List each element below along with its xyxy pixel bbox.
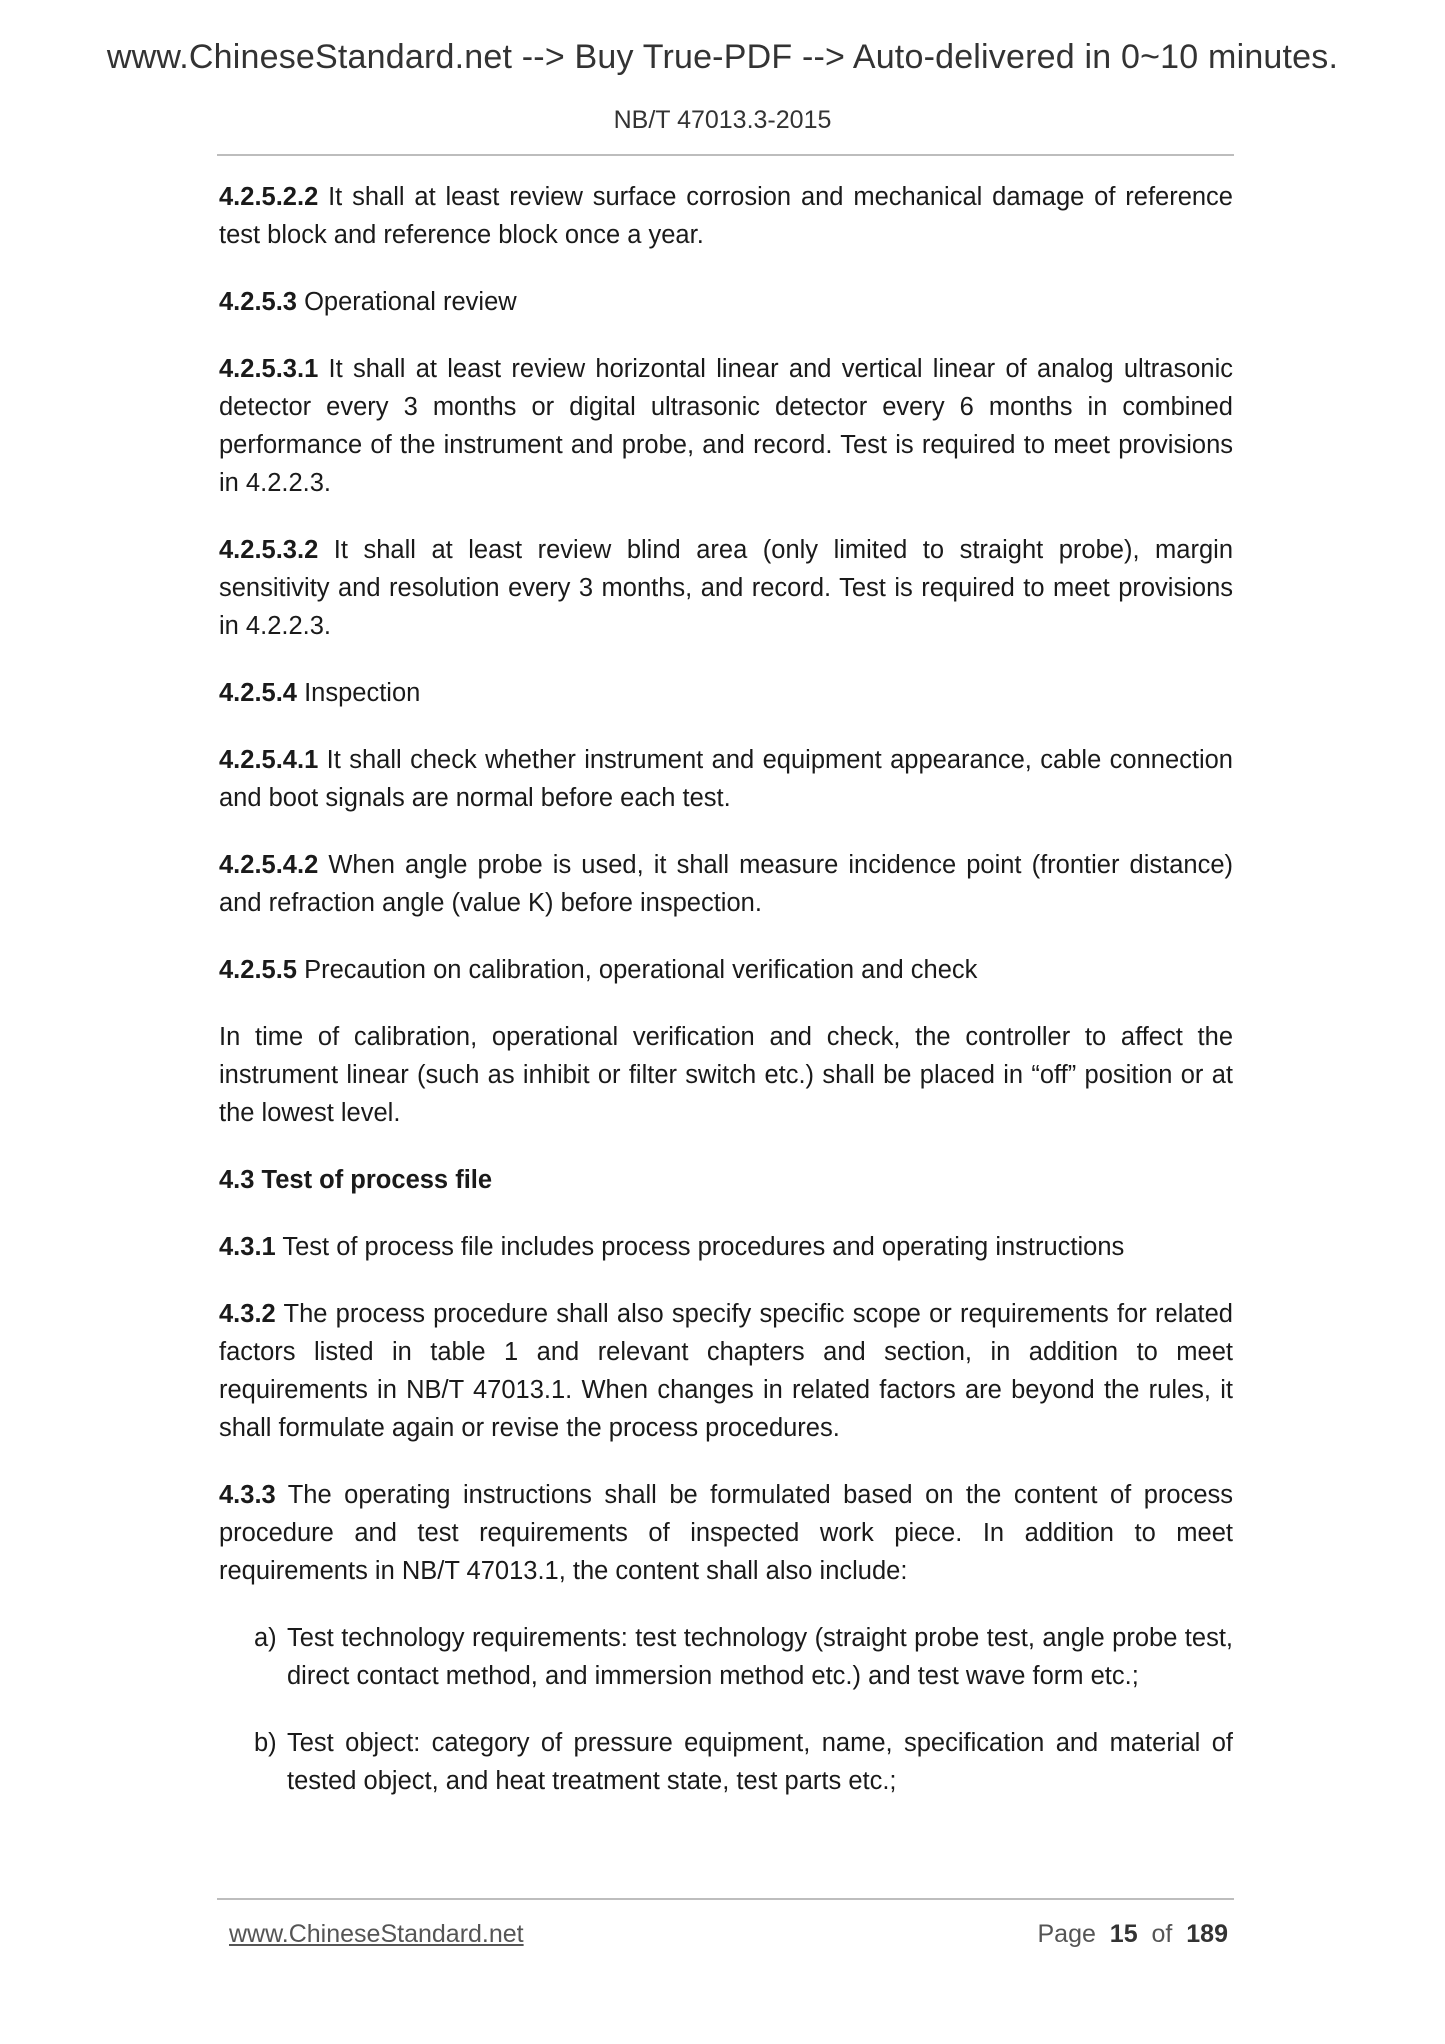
list-marker: a) — [254, 1624, 277, 1652]
clause-number: 4.2.5.4.2 — [219, 851, 319, 879]
paragraph-4-2-5-4 — [219, 674, 1233, 712]
clause-text: It shall check whether instrument and equipment appearance, cable connection and boot signals are normal before each test. — [219, 746, 1233, 812]
page-of: of — [1151, 1920, 1173, 1948]
list-item-text: Test object: category of pressure equipment, name, specification and material of tested object, and heat treatment state, test parts etc.; — [287, 1729, 1233, 1795]
clause-text: When angle probe is used, it shall measure incidence point (frontier distance) and refraction angle (value K) before inspection. — [219, 851, 1233, 917]
clause-number: 4.3.3 — [219, 1481, 276, 1509]
list-marker: b) — [254, 1729, 277, 1757]
paragraph-4-2-5-3-1 — [219, 350, 1233, 502]
clause-text: It shall at least review blind area (only limited to straight probe), margin sensitivity and resolution every 3 months, and record. Test is required to meet provisions in 4.2.2.3. — [219, 536, 1233, 640]
clause-text: It shall at least review horizontal linear and vertical linear of analog ultrasonic detector every 3 months or digital ultrasonic detector every 6 months in combined performance of the instrument and probe, and record. Test is required to meet provisions in 4.2.2.3. — [219, 355, 1233, 497]
footer-site-link[interactable]: www.ChineseStandard.net — [229, 1920, 524, 1948]
paragraph-4-3-1 — [219, 1228, 1233, 1266]
section-heading-4-3 — [219, 1161, 1233, 1199]
clause-number: 4.2.5.3 — [219, 288, 297, 316]
clause-number: 4.3.2 — [219, 1300, 276, 1328]
paragraph-4-3-3 — [219, 1476, 1233, 1590]
paragraph-precaution-body — [219, 1018, 1233, 1132]
paragraph-4-3-2 — [219, 1295, 1233, 1447]
clause-number: 4.2.5.4.1 — [219, 746, 319, 774]
footer-divider — [217, 1898, 1234, 1900]
section-heading-text: 4.3 Test of process file — [219, 1166, 493, 1194]
header-divider — [217, 154, 1234, 156]
paragraph-4-2-5-2-2 — [219, 178, 1233, 254]
page-total: 189 — [1186, 1920, 1228, 1948]
clause-number: 4.2.5.2.2 — [219, 183, 319, 211]
page-body — [219, 178, 1233, 1829]
clause-text: Inspection — [296, 679, 421, 707]
clause-text: The process procedure shall also specify specific scope or requirements for related factors listed in table 1 and relevant chapters and section, in addition to meet requirements in NB/T 47013.1. When changes in related factors are beyond the rules, it shall formulate again or revise the process procedures. — [219, 1300, 1233, 1442]
clause-number: 4.3.1 — [219, 1233, 276, 1261]
clause-text: It shall at least review surface corrosion and mechanical damage of reference test block and reference block once a year. — [219, 183, 1233, 249]
page-indicator — [1038, 1920, 1229, 1949]
paragraph-4-2-5-3-2 — [219, 531, 1233, 645]
clause-number: 4.2.5.4 — [219, 679, 297, 707]
list-item-text: Test technology requirements: test technology (straight probe test, angle probe test, direct contact method, and immersion method etc.) and test wave form etc.; — [287, 1624, 1233, 1690]
clause-number: 4.2.5.3.1 — [219, 355, 319, 383]
clause-text: The operating instructions shall be formulated based on the content of process procedure and test requirements of inspected work piece. In addition to meet requirements in NB/T 47013.1, the content shall also include: — [219, 1481, 1233, 1585]
clause-number: 4.2.5.3.2 — [219, 536, 319, 564]
clause-text: Precaution on calibration, operational verification and check — [296, 956, 978, 984]
page-label: Page — [1037, 1920, 1096, 1948]
clause-number: 4.2.5.5 — [219, 956, 297, 984]
paragraph-4-2-5-4-1 — [219, 741, 1233, 817]
clause-text: Operational review — [296, 288, 517, 316]
top-banner: www.ChineseStandard.net --> Buy True-PDF --> Auto-delivered in 0~10 minutes. — [106, 38, 1339, 76]
clause-text: Test of process file includes process procedures and operating instructions — [275, 1233, 1125, 1261]
document-code: NB/T 47013.3-2015 — [613, 106, 832, 134]
clause-text: In time of calibration, operational verification and check, the controller to affect the instrument linear (such as inhibit or filter switch etc.) shall be placed in “off” position or at the lowest level. — [219, 1023, 1233, 1127]
paragraph-4-2-5-4-2 — [219, 846, 1233, 922]
list-item — [219, 1724, 1233, 1800]
list-item — [219, 1619, 1233, 1695]
paragraph-4-2-5-3 — [219, 283, 1233, 321]
paragraph-4-2-5-5 — [219, 951, 1233, 989]
page-current: 15 — [1109, 1920, 1138, 1948]
